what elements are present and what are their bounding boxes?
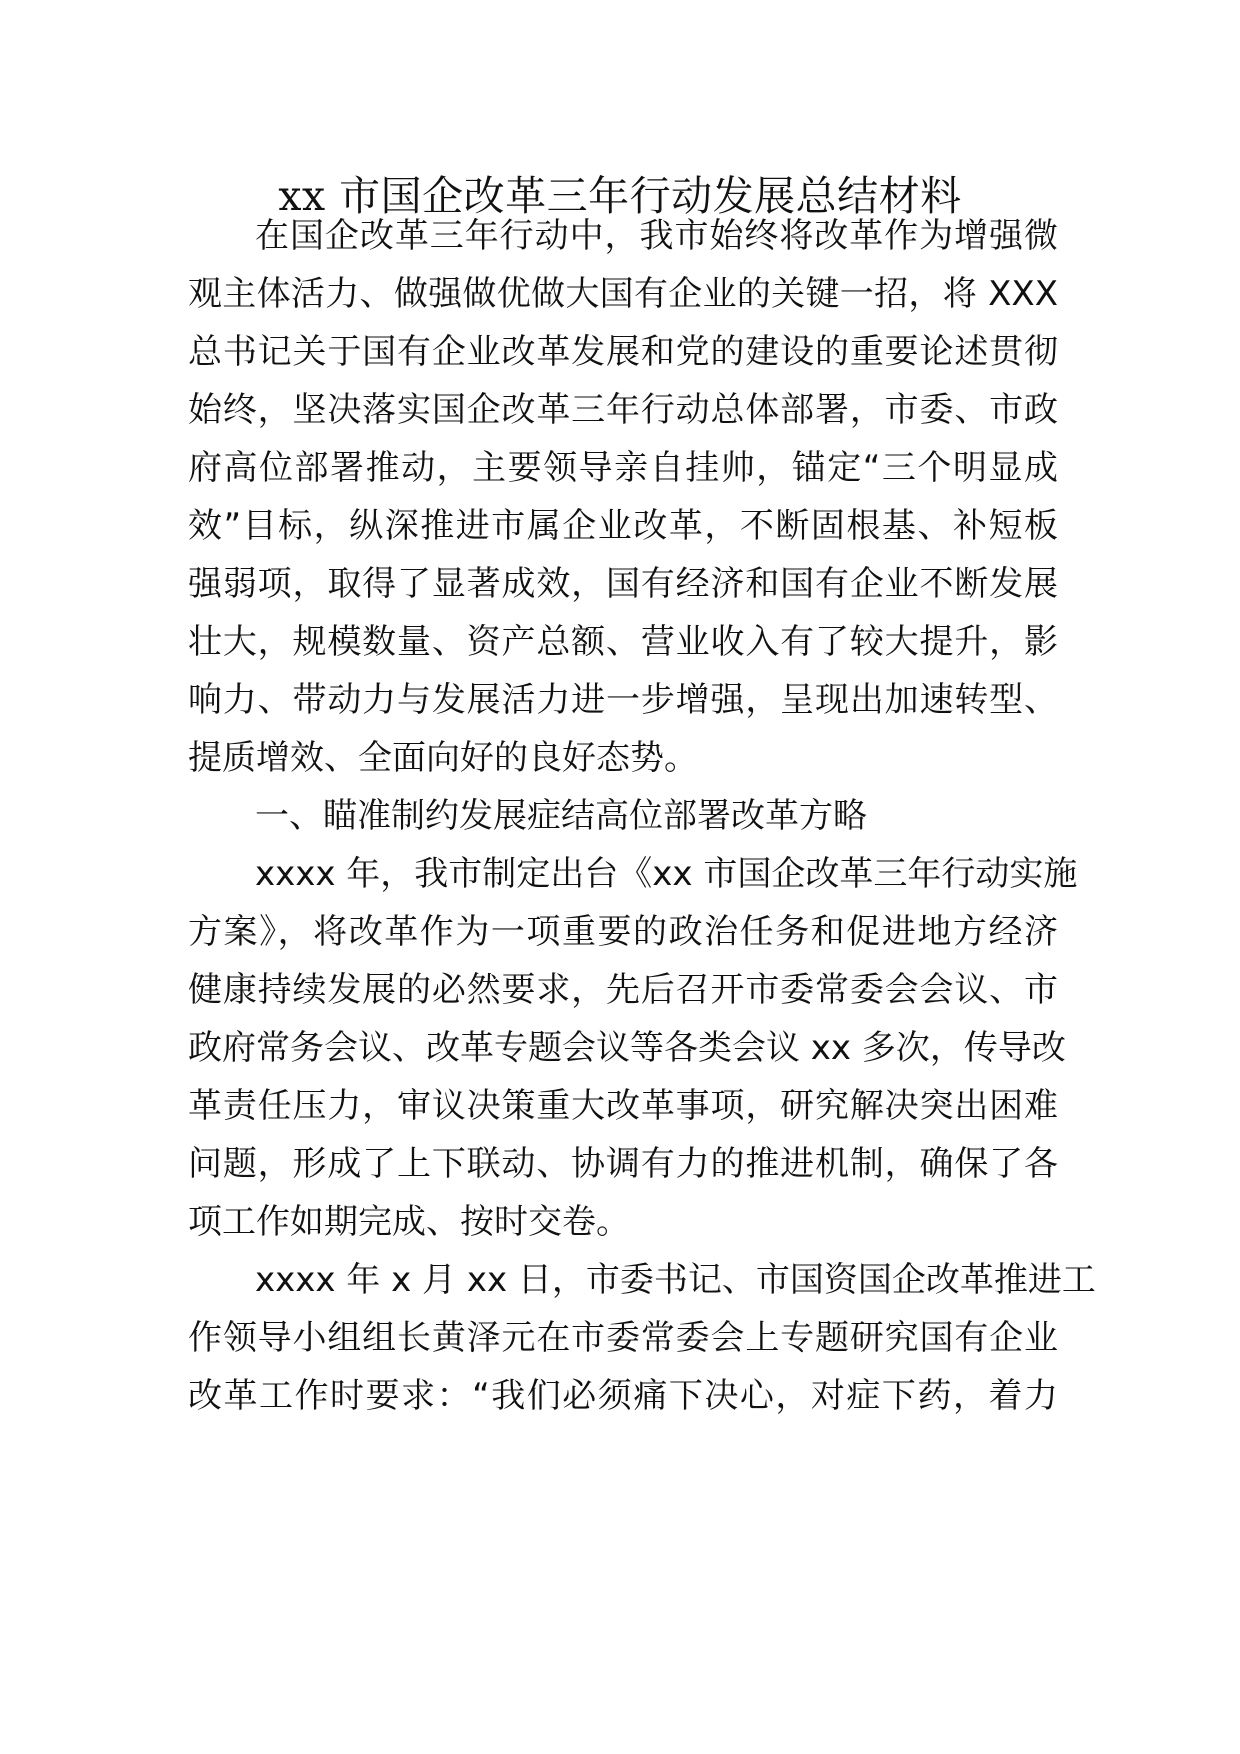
paragraph-2-line-1: xxxx 年，我市制定出台《xx 市国企改革三年行动实施 bbox=[255, 854, 1078, 894]
paragraph-2-line-2: 方案》，将改革作为一项重要的政治任务和促进地方经济 bbox=[188, 912, 1058, 952]
paragraph-3-line-1: xxxx 年 x 月 xx 日，市委书记、市国资国企改革推进工 bbox=[255, 1260, 1096, 1300]
section-heading-1: 一、瞄准制约发展症结高位部署改革方略 bbox=[255, 796, 867, 836]
paragraph-2-line-5: 革责任压力，审议决策重大改革事项，研究解决突出困难 bbox=[188, 1086, 1058, 1126]
paragraph-1-line-9: 响力、带动力与发展活力进一步增强，呈现出加速转型、 bbox=[188, 680, 1058, 720]
paragraph-1-line-2: 观主体活力、做强做优做大国有企业的关键一招，将 XXX bbox=[188, 274, 1058, 314]
paragraph-3-line-2: 作领导小组组长黄泽元在市委常委会上专题研究国有企业 bbox=[188, 1318, 1058, 1358]
paragraph-1-line-6: 效”目标，纵深推进市属企业改革，不断固根基、补短板 bbox=[188, 506, 1058, 546]
paragraph-2-line-6: 问题，形成了上下联动、协调有力的推进机制，确保了各 bbox=[188, 1144, 1058, 1184]
paragraph-1-line-4: 始终，坚决落实国企改革三年行动总体部署，市委、市政 bbox=[188, 390, 1058, 430]
paragraph-2-line-7: 项工作如期完成、按时交卷。 bbox=[188, 1202, 630, 1242]
paragraph-1-line-1: 在国企改革三年行动中，我市始终将改革作为增强微 bbox=[255, 216, 1058, 256]
paragraph-1-line-3: 总书记关于国有企业改革发展和党的建设的重要论述贯彻 bbox=[188, 332, 1058, 372]
document-title: xx 市国企改革三年行动发展总结材料 bbox=[278, 172, 962, 220]
paragraph-2-line-3: 健康持续发展的必然要求，先后召开市委常委会会议、市 bbox=[188, 970, 1058, 1010]
paragraph-1-line-10: 提质增效、全面向好的良好态势。 bbox=[188, 738, 698, 778]
paragraph-2-line-4: 政府常务会议、改革专题会议等各类会议 xx 多次，传导改 bbox=[188, 1028, 1066, 1068]
paragraph-1-line-8: 壮大，规模数量、资产总额、营业收入有了较大提升，影 bbox=[188, 622, 1058, 662]
paragraph-3-line-3: 改革工作时要求：“我们必须痛下决心，对症下药，着力 bbox=[188, 1376, 1058, 1416]
paragraph-1-line-7: 强弱项，取得了显著成效，国有经济和国有企业不断发展 bbox=[188, 564, 1058, 604]
paragraph-1-line-5: 府高位部署推动，主要领导亲自挂帅，锚定“三个明显成 bbox=[188, 448, 1058, 488]
